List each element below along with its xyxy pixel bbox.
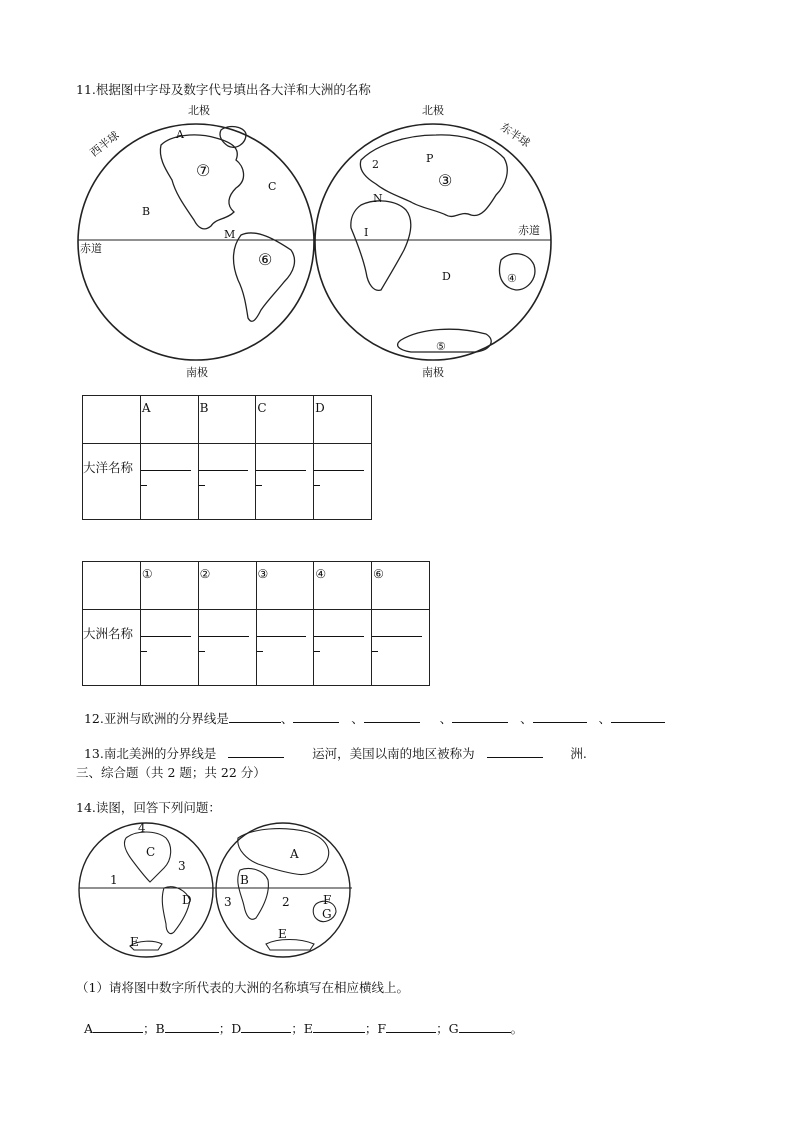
q14-semi-5: ；	[436, 1021, 449, 1036]
south-america-outline	[233, 233, 294, 321]
q14-answer-b-label: B	[155, 1021, 165, 1036]
map-label-i: I	[364, 226, 369, 239]
q12-sep-2: 、	[351, 711, 364, 726]
q14-title: 14.读图，回答下列问题：	[76, 800, 221, 815]
ocean-answer-d[interactable]	[314, 444, 372, 520]
continent-answer-6[interactable]	[372, 610, 430, 686]
q11-hemisphere-map	[76, 100, 540, 385]
q12-blank-5[interactable]	[533, 710, 587, 723]
q14-label-3-west: 3	[178, 859, 186, 873]
q14-label-e-west: E	[130, 935, 139, 949]
q12-blank-1[interactable]	[229, 710, 281, 723]
q12-blank-3[interactable]	[364, 710, 420, 723]
q12-line	[76, 694, 665, 727]
section-3-title: 三、综合题（共 2 题；共 22 分）	[76, 765, 266, 780]
q14-answer-f-label: F	[377, 1021, 387, 1036]
q14-label-4: 4	[138, 821, 146, 835]
q14-answer-d-blank[interactable]	[241, 1020, 291, 1033]
map-label-n: N	[373, 192, 383, 205]
map-label-5: ⑤	[436, 340, 446, 353]
q14-answer-g-label: G	[448, 1021, 459, 1036]
map-label-c: C	[268, 180, 277, 193]
ocean-header-c: C	[256, 396, 314, 444]
ocean-header-b: B	[198, 396, 256, 444]
q14-label-b: B	[240, 873, 249, 887]
map-label-a: A	[176, 128, 184, 141]
continent-header-1: ①	[140, 562, 198, 610]
q13-blank-1[interactable]	[228, 745, 284, 758]
q14-answer-d-label: D	[231, 1021, 242, 1036]
east-north-pole-label: 北极	[422, 104, 444, 117]
q14-label-d: D	[182, 893, 192, 907]
continent-header-4: ④	[314, 562, 372, 610]
q14-answer-line	[76, 1004, 523, 1037]
ocean-header-a: A	[140, 396, 198, 444]
map-label-4: ④	[507, 272, 517, 285]
q14-eurasia	[238, 829, 329, 875]
q14-answer-g-blank[interactable]	[459, 1020, 511, 1033]
ocean-name-table	[82, 395, 372, 520]
continent-answer-2[interactable]	[198, 610, 256, 686]
q12-sep-4: 、	[520, 711, 533, 726]
west-north-pole-label: 北极	[188, 104, 210, 117]
q14-answer-e-label: E	[303, 1021, 313, 1036]
q13-line	[76, 729, 587, 762]
ocean-header-d: D	[314, 396, 372, 444]
q14-label-3-east: 3	[224, 895, 232, 909]
map-label-m: M	[224, 228, 236, 241]
ocean-table-corner	[83, 396, 141, 444]
map-label-p: P	[426, 152, 434, 165]
africa-outline	[351, 201, 411, 290]
continent-name-table	[82, 561, 430, 686]
q14-hemisphere-map	[78, 820, 354, 960]
q14-answer-e-blank[interactable]	[313, 1020, 365, 1033]
ocean-answer-a[interactable]	[140, 444, 198, 520]
q14-antarctica	[266, 940, 314, 951]
ocean-row-label: 大洋名称	[83, 444, 141, 520]
q13-blank-2[interactable]	[487, 745, 543, 758]
q12-blank-4[interactable]	[452, 710, 508, 723]
q14-answer-a-blank[interactable]	[93, 1020, 143, 1033]
ocean-answer-c[interactable]	[256, 444, 314, 520]
q14-semi-3: ；	[291, 1021, 304, 1036]
q14-semi-2: ；	[218, 1021, 232, 1036]
continent-header-3: ③	[256, 562, 314, 610]
q14-label-a: A	[290, 847, 299, 861]
east-south-pole-label: 南极	[422, 366, 444, 379]
q14-label-1: 1	[110, 873, 118, 887]
map-label-3: ③	[438, 171, 453, 190]
q14-answer-a-label: A	[83, 1021, 93, 1036]
north-america-outline	[160, 135, 243, 229]
q14-end-mark: 。	[510, 1021, 524, 1036]
q14-answer-b-blank[interactable]	[165, 1020, 219, 1033]
q14-semi-4: ；	[364, 1021, 378, 1036]
map-label-b: B	[142, 205, 151, 218]
q12-sep-5: 、	[598, 711, 612, 726]
q14-label-g: G	[322, 907, 332, 921]
equator-left-label: 赤道	[80, 242, 102, 255]
map-label-d: D	[442, 270, 451, 283]
continent-answer-1[interactable]	[140, 610, 198, 686]
west-south-pole-label: 南极	[186, 366, 208, 379]
west-hemisphere-label: 西半球	[87, 128, 122, 160]
q14-west-circle	[79, 823, 213, 957]
q12-sep-3: 、	[439, 711, 453, 726]
continent-header-2: ②	[198, 562, 256, 610]
q14-semi-1: ；	[142, 1021, 156, 1036]
q13-part2: 运河，美国以南的地区被称为	[312, 746, 475, 761]
east-hemisphere-label: 东半球	[497, 120, 533, 150]
continent-row-label: 大洲名称	[83, 610, 141, 686]
continent-table-corner	[83, 562, 141, 610]
q12-blank-2[interactable]	[293, 710, 339, 723]
australia-outline	[499, 254, 534, 290]
q14-label-2: 2	[282, 895, 290, 909]
q13-part1: 13.南北美洲的分界线是	[83, 746, 217, 761]
map-label-6: ⑥	[258, 250, 273, 269]
q14-answer-f-blank[interactable]	[386, 1020, 436, 1033]
q12-text: 12.亚洲与欧洲的分界线是	[83, 711, 229, 726]
q11-title: 11.根据图中字母及数字代号填出各大洋和大洲的名称	[76, 82, 371, 97]
map-label-7: ⑦	[196, 161, 211, 180]
equator-right-label: 赤道	[518, 224, 540, 237]
continent-header-6: ⑥	[372, 562, 430, 610]
q14-label-f: F	[323, 893, 332, 907]
q12-sep-1: 、	[280, 711, 294, 726]
continent-answer-3[interactable]	[256, 610, 314, 686]
q14-label-e-east: E	[278, 927, 287, 941]
q12-blank-6[interactable]	[611, 710, 665, 723]
q14-sub1: （1）请将图中数字所代表的大洲的名称填写在相应横线上。	[76, 980, 409, 995]
ocean-answer-b[interactable]	[198, 444, 256, 520]
continent-answer-4[interactable]	[314, 610, 372, 686]
q14-label-c: C	[146, 845, 156, 859]
q13-part3: 洲.	[570, 746, 587, 761]
map-label-2: 2	[372, 158, 379, 171]
